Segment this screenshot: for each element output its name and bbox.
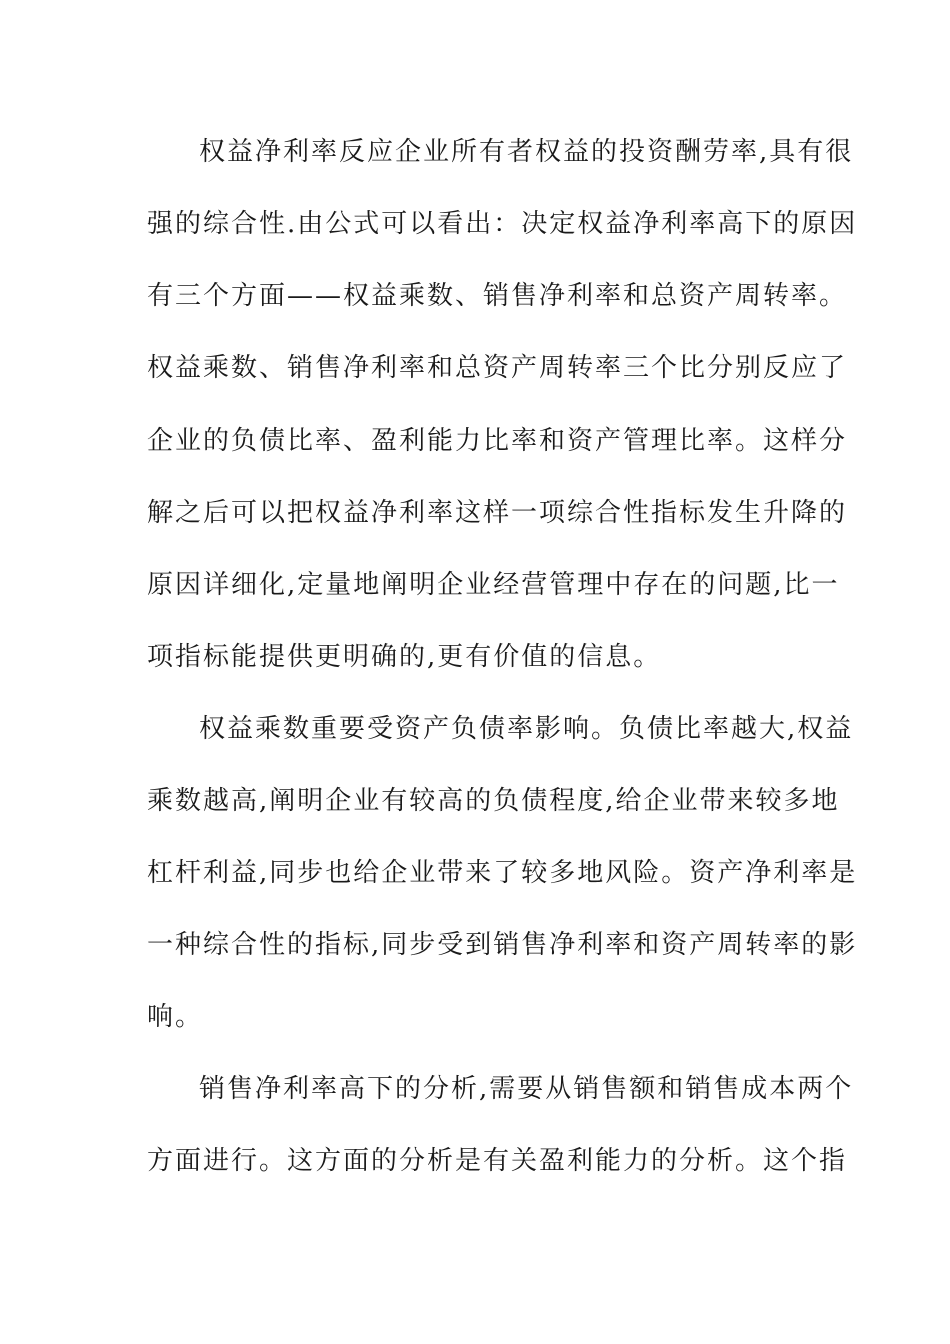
- text-line: 解之后可以把权益净利率这样一项综合性指标发生升降的: [147, 498, 848, 528]
- text-line: 一种综合性的指标,同步受到销售净利率和资产周转率的影: [147, 930, 858, 960]
- text-line: 权益净利率反应企业所有者权益的投资酬劳率,具有很: [199, 137, 854, 167]
- text-line: 原因详细化,定量地阐明企业经营管理中存在的问题,比一: [147, 570, 840, 600]
- text-line: 有三个方面——权益乘数、销售净利率和总资产周转率。: [147, 281, 848, 311]
- text-line: 项指标能提供更明确的,更有价值的信息。: [147, 642, 662, 672]
- text-line: 乘数越高,阐明企业有较高的负债程度,给企业带来较多地: [147, 786, 840, 816]
- text-line: 销售净利率高下的分析,需要从销售额和销售成本两个: [199, 1074, 854, 1104]
- text-line: 权益乘数重要受资产负债率影响。负债比率越大,权益: [199, 714, 854, 744]
- text-line: 权益乘数、销售净利率和总资产周转率三个比分别反应了: [147, 353, 848, 383]
- text-line: 强的综合性.由公式可以看出：决定权益净利率高下的原因: [147, 209, 858, 239]
- text-line: 杠杆利益,同步也给企业带来了较多地风险。资产净利率是: [147, 858, 858, 888]
- text-line: 方面进行。这方面的分析是有关盈利能力的分析。这个指: [147, 1146, 848, 1176]
- text-line: 响。: [147, 1002, 204, 1032]
- text-line: 企业的负债比率、盈利能力比率和资产管理比率。这样分: [147, 426, 848, 456]
